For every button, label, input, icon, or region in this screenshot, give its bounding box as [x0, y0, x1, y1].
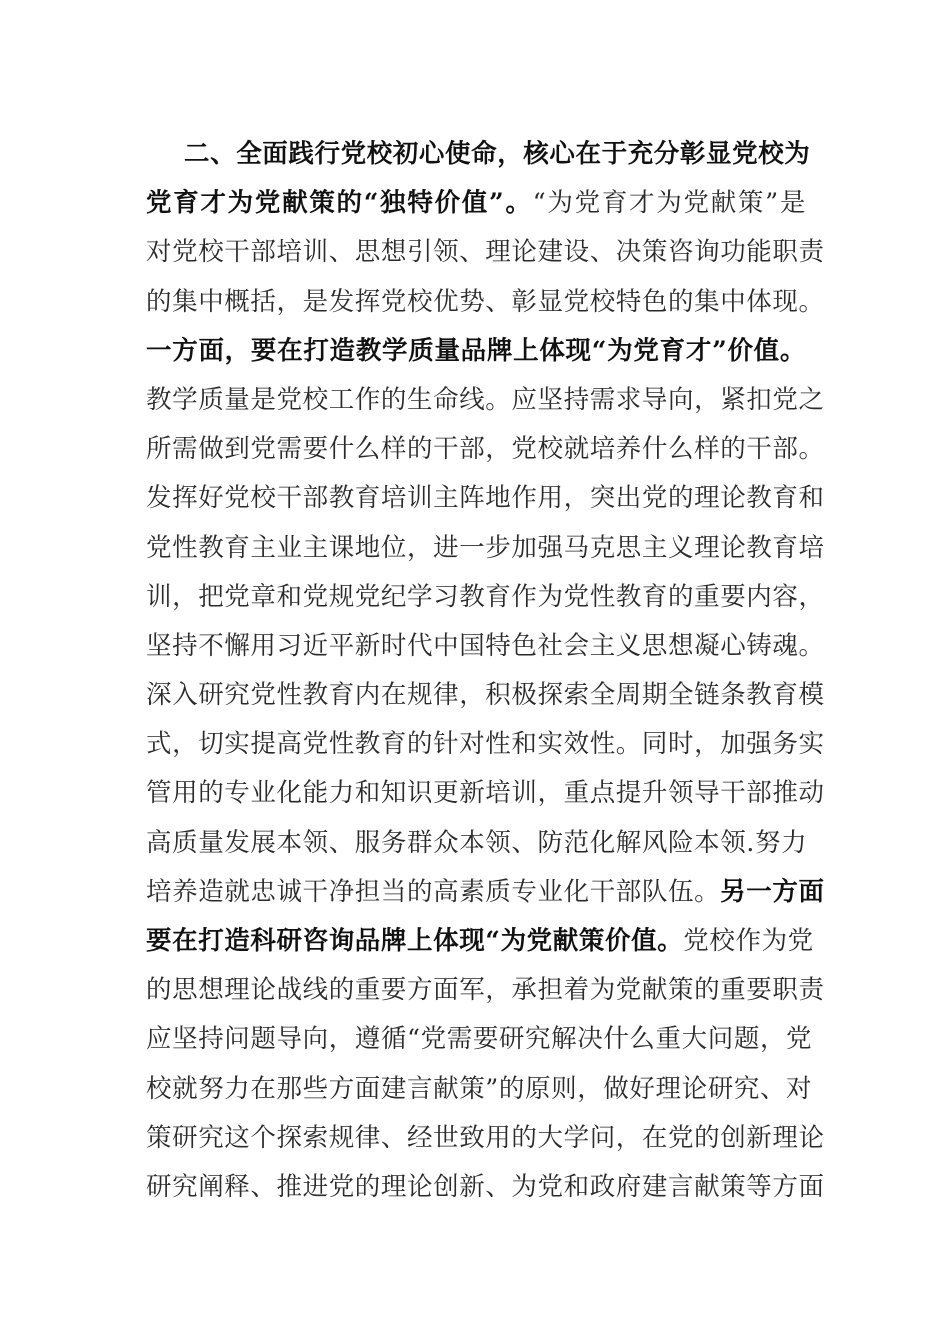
text-segment: 培养造就忠诚干净担当的高素质专业化干部队伍。	[146, 876, 721, 907]
bold-text-segment: 一方面，要在打造教学质量品牌上体现“为党育才”价值。	[146, 335, 806, 366]
text-segment: 的集中概括，是发挥党校优势、彰显党校特色的集中体现。	[146, 286, 825, 317]
text-line	[146, 179, 806, 228]
text-segment: 管用的专业化能力和知识更新培训，重点提升领导干部推动	[146, 778, 825, 809]
text-segment: 党校作为党	[683, 926, 814, 956]
text-line	[146, 1163, 825, 1212]
text-segment: 研究阐释、推进党的理论创新、为党和政府建言献策等方面	[146, 1171, 825, 1202]
text-line	[146, 425, 825, 474]
text-segment: 所需做到党需要什么样的干部，党校就培养什么样的干部。	[146, 434, 825, 465]
text-line	[146, 376, 825, 425]
text-line	[146, 966, 825, 1015]
text-line	[146, 769, 825, 818]
bold-text-segment: 二、全面践行党校初心使命，核心在于充分彰显党校为	[184, 139, 811, 169]
text-segment: 教学质量是党校工作的生命线。应坚持需求导向，紧扣党之	[146, 384, 825, 415]
text-line	[146, 819, 806, 868]
body-text	[146, 130, 825, 1212]
text-segment: 训，把党章和党规党纪学习教育作为党性教育的重要内容，	[146, 581, 825, 612]
text-segment: 坚持不懈用习近平新时代中国特色社会主义思想凝心铸魂。	[146, 630, 825, 661]
text-segment: 策研究这个探索规律、经世致用的大学问，在党的创新理论	[146, 1122, 825, 1153]
text-line	[146, 228, 825, 277]
text-line	[146, 622, 825, 671]
text-line	[146, 327, 806, 376]
text-line	[146, 1114, 825, 1163]
text-segment: 校就努力在那些方面建言献策”的原则，做好理论研究、对	[146, 1073, 813, 1104]
text-segment: “为党育才为党献策”是	[532, 188, 806, 219]
text-segment: 高质量发展本领、服务群众本领、防范化解风险本领.努力	[146, 827, 808, 858]
text-line	[146, 524, 825, 573]
text-line	[146, 573, 825, 622]
text-segment: 党性教育主业主课地位，进一步加强马克思主义理论教育培	[146, 532, 825, 563]
text-segment: 式，切实提高党性教育的针对性和实效性。同时，加强务实	[146, 729, 825, 760]
text-segment: 的思想理论战线的重要方面军，承担着为党献策的重要职责	[146, 975, 825, 1006]
bold-text-segment: 要在打造科研咨询品牌上体现“为党献策价值。	[146, 926, 684, 956]
text-line	[146, 1015, 813, 1064]
text-line	[146, 130, 811, 179]
text-segment: 应坚持问题导向，遵循“党需要研究解决什么重大问题，党	[146, 1024, 813, 1055]
bold-text-segment: 党育才为党献策的“独特价值”。	[146, 188, 533, 219]
text-line	[146, 278, 825, 327]
text-line	[146, 917, 814, 966]
text-line	[146, 720, 825, 769]
text-line	[146, 1065, 813, 1114]
text-segment: 对党校干部培训、思想引领、理论建设、决策咨询功能职责	[146, 237, 825, 268]
bold-text-segment: 另一方面	[720, 876, 825, 907]
text-line	[146, 671, 825, 720]
text-segment: 发挥好党校干部教育培训主阵地作用，突出党的理论教育和	[146, 483, 825, 514]
text-line	[146, 868, 825, 917]
text-segment: 深入研究党性教育内在规律，积极探索全周期全链条教育模	[146, 680, 825, 711]
text-line	[146, 474, 825, 523]
